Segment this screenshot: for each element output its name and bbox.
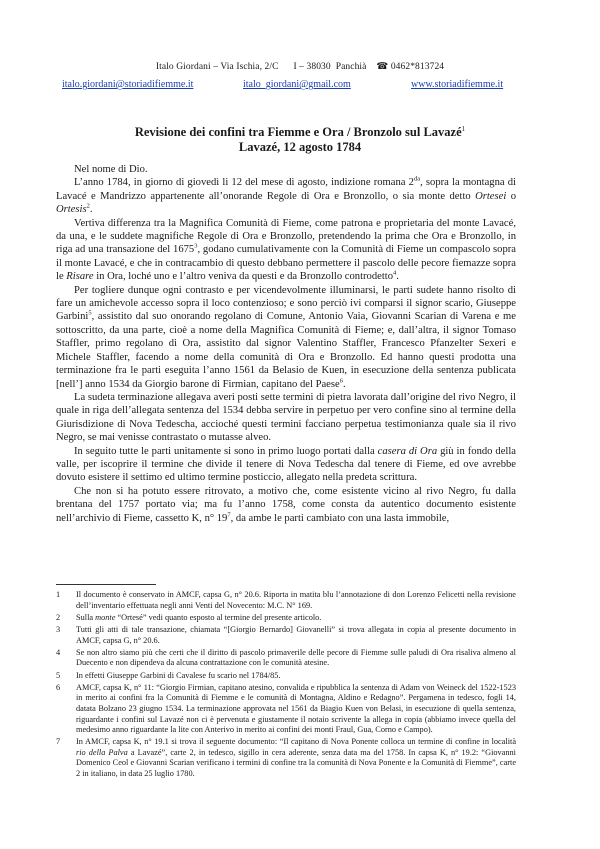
- author-address: Italo Giordani – Via Ischia, 2/C: [155, 62, 279, 72]
- phone-icon: ☎: [376, 62, 391, 72]
- phone-number: 0462*813724: [390, 62, 445, 72]
- footnote-5: 5 In effetti Giuseppe Garbini di Cavalese fu scario nel 1784/85.: [56, 670, 281, 680]
- title-line-1: Revisione dei confini tra Fiemme e Ora / Bronzolo sul Lavazé: [134, 125, 462, 140]
- paragraph-6: Che non si ha potuto essere ritrovato, a motivo che, come esistente vicino al rivo Negro, fu dalla brentana del 1757 portato via; ma fu l’anno 1758, come consta da autentico documento esistente nell’archivio di Fieme, cassetto K, n° $19^7$, da ambe le parti cambiato con una lasta immobile,: [56, 485, 516, 524]
- paragraph-5: In seguito tutte le parti unitamente si sono in primo luogo portati dalla casera di Ora giù in fondo della valle, per iscoprire il termine che divide il tenere di Nova Tedescha dal tenere di Fieme, ed ove avrebbe dovuto esistere il settimo ed ultimo termine posticcio, allegato nella predeta scrittura.: [56, 445, 516, 484]
- paragraph-4: La sudeta terminazione allegava averi posti sette termini di pietra lavorata dall’origine del rivo Negro, il quale in riga dell’allegata sentenza del 1534 debba servire in perpetuo per vero confine sino al termine della Giurisdizione di Nova Tedescha, accioché questi termini facciano perpetua testimonianza quale sia il rivo Negro, se mai venisse contrastato o mutasse alveo.: [56, 391, 516, 444]
- paragraph-3: Per togliere dunque ogni contrasto e per vicendevolmente illuminarsi, le parti sudete hanno risolto di fare un amichevole accesso sopra il loco contenzioso; e sono perciò ivi comparsi il signor scario, Giuseppe Garbini$^5$, assistito dal suo onorando regolano di Comune, Antonio Vaia, Giovanni Scarian di Varena e me sottoscritto, da una parte, cioè a nome della Magnifica Comunità di Fieme; e, dall’altra, il signor Tomaso Staffler, primo regolano di Ora, assistito dal signor Valentino Staffler, Francesco Pfanzelter Sexeri e Michele Staffler, facendo a nome della comunità di Ora e Bronzollo. Ed hanno questi prodotta una terminazione fra le parti eseguita l’anno 1561 da Belasio de Kuen, in esecuzione della sentenza publicata [nell’] anno 1534 da Giorgio barone di Firmian, capitano del Paese$^6$.: [56, 284, 516, 390]
- footnote-ref: 1: [461, 125, 466, 133]
- footnote-divider: [56, 584, 156, 585]
- footnote-4: 4 Se non altro siamo più che certi che il diritto di pascolo primaverile delle pecore di Fiemme sulle paludi di Ora risaliva almeno al Duecento e non dipendeva da alcuna contrattazione con le comunità atesine.: [56, 647, 516, 668]
- paragraph-2: Vertiva differenza tra la Magnifica Comunità di Fieme, come patrona e proprietaria del monte Lavacé, da una, e le suddete magnifiche Regole di Ora e Bronzollo, pretendendo la prima che Ora e Bronzollo, in riga ad una transazione del 1675$^3$, godano cumulativamente con la Comunità di Fieme un compascolo sopra il monte Lavacé, e che in contracambio di questo debbano permettere il pascolo delle pecore fiemazze sopra le Risare in Ora, loché uno e l’altro veniva da questi e da Bronzollo controdetto$^4$.: [56, 217, 517, 283]
- letterhead-address: [0, 61, 600, 72]
- email-link-storiadifiemme[interactable]: italo.giordani@storiadifiemme.it: [62, 79, 194, 90]
- paragraph-1: L’anno 1784, in giorno di giovedì li 12 del mese di agosto, indizione romana $2^{da}$, sopra la montagna di Lavacé e Mandrizzo appartenente all’onorande Regole di Ora e Bronzollo, o sia monte detto Ortesei o Ortesis$^2$.: [56, 175, 517, 216]
- document-body: [56, 163, 516, 525]
- footnote-7: 7 In AMCF, capsa K, n° 19.1 si trova il seguente documento: “Il capitano di Nova Ponente colloca un termine di confine in località rio della Palva a Lavazé”, carte 2, in tedesco, sigillo in cera aderente, senza data ma del 1758. In capsa K, n° 19.2: “Giovanni Domenico Ceol e Giovanni Scarian verificano i termini di confine tra la comunità di Nova Ponente e la Comunità di Fiemme”, carte 2 in italiano, in data 25 luglio 1780.: [56, 737, 516, 779]
- footnote-3: 3 Tutti gli atti di tale transazione, chiamata “[Giorgio Bernardo] Giovanelli” si trova allegata in copia al presente documento in AMCF, capsa G, n° 20.6.: [56, 624, 516, 645]
- footnote-2: 2 Sulla monte “Ortesé” vedi quanto esposto al termine del presente articolo.: [56, 612, 322, 622]
- email-link-gmail[interactable]: italo_giordani@gmail.com: [243, 79, 351, 90]
- footnotes: [56, 590, 516, 781]
- postcode: I – 38030 Panchià: [293, 62, 367, 72]
- footnote-1: 1 Il documento è conservato in AMCF, capsa G, n° 20.6. Riporta in matita blu l’annotazione di don Lorenzo Felicetti nella revisione dell’inventario effettuata negli anni Venti del Novecento: M.C. N° 169.: [56, 590, 516, 610]
- document-title: [0, 122, 600, 155]
- salutation: Nel nome di Dio.: [74, 164, 148, 175]
- website-link[interactable]: www.storiadifiemme.it: [411, 79, 504, 90]
- title-line-2: Lavazé, 12 agosto 1784: [238, 140, 362, 155]
- footnote-6: 6 AMCF, capsa K, n° 11: “Giorgio Firmian, capitano atesino, convalida e ripubblica la sentenza di Adam von Weineck del 1522-1523 in merito ai confini fra la Comunità di Fiemme e le comunità di Montagna, Aldino e Redagno”. Pergamena in tedesco, fogli 14, datata Bolzano 23 giugno 1534. La terminazione approvata nel 1561 da Biagio Kuen von Belasi, in esecuzione di quella sentenza, riguardante i confini sul Lavazé non ci è pervenuta e giustamente il notaio scrivente la allega in copia (abbiamo invece quella del medesimo anno riguardante la lite con Anterivo in merito ai confini dei monti Fraul, Gua, Corno e Campo).: [56, 682, 516, 735]
